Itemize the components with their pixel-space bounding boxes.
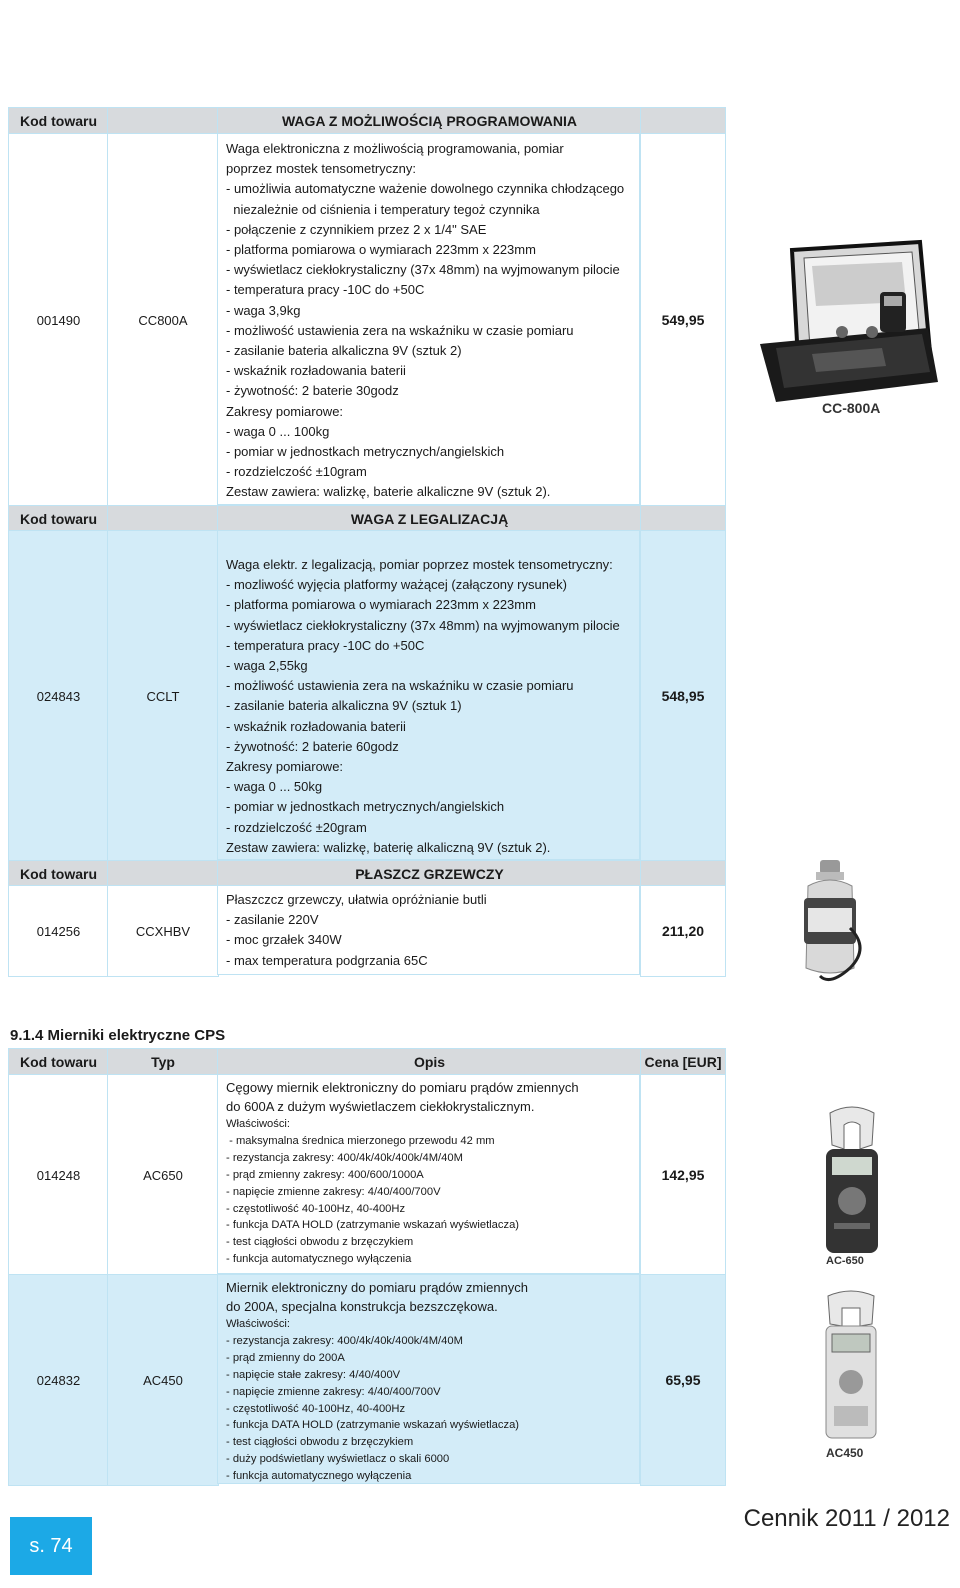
- description-line: Zestaw zawiera: walizkę, baterie alkaliczne 9V (sztuk 2).: [226, 484, 551, 500]
- table-header-type: Typ: [107, 1048, 219, 1076]
- item-price: 549,95: [640, 133, 726, 507]
- description-line: - funkcja automatycznego wyłączenia: [226, 1253, 412, 1266]
- description-line: - napięcie zmienne zakresy: 4/40/400/700V: [226, 1385, 441, 1398]
- item-type: CCXHBV: [107, 885, 219, 977]
- description-line: Waga elektr. z legalizacją, pomiar poprzez mostek tensometryczny:: [226, 557, 613, 572]
- description-line: - test ciągłości obwodu z brzęczykiem: [226, 1236, 414, 1249]
- description-line: Zakresy pomiarowe:: [226, 759, 344, 775]
- section2-header-end: [640, 505, 726, 532]
- description-lead-line: Miernik elektroniczny do pomiaru prądów zmiennych: [226, 1280, 529, 1295]
- description-line: - rezystancja zakresy: 400/4k/40k/400k/4M/40M: [226, 1151, 463, 1164]
- description-line: - częstotliwość 40-100Hz, 40-400Hz: [226, 1202, 406, 1215]
- section3-header-title: PŁASZCZ GRZEWCZY: [217, 860, 642, 887]
- description-line: - wskaźnik rozładowania baterii: [226, 718, 406, 734]
- description-line: - waga 2,55kg: [226, 658, 308, 674]
- product-image-cc800a: [752, 232, 942, 422]
- description-line: - waga 0 ... 100kg: [226, 423, 330, 439]
- description-line: - temperatura pracy -10C do +50C: [226, 637, 425, 653]
- description-line: - połączenie z czynnikiem przez 2 x 1/4" SAE: [226, 221, 487, 237]
- description-line: - rozdzielczość ±10gram: [226, 464, 367, 480]
- item-price: 548,95: [640, 530, 726, 862]
- description-line: - możliwość ustawienia zera na wskaźniku w czasie pomiaru: [226, 322, 574, 338]
- section3-header-end: [640, 860, 726, 887]
- description-line: - prąd zmienny zakresy: 400/600/1000A: [226, 1168, 424, 1181]
- description-line: Właściwości:: [226, 1118, 291, 1130]
- description-line: - żywotność: 2 baterie 30godz: [226, 383, 399, 399]
- description-line: - funkcja DATA HOLD (zatrzymanie wskazań wyświetlacza): [226, 1219, 520, 1232]
- description-line: - duży podświetlany wyświetlacz o skali 6000: [226, 1453, 450, 1466]
- catalog-title: Cennik 2011 / 2012: [743, 1505, 950, 1532]
- description-line: - moc grzałek 340W: [226, 932, 342, 948]
- item-price: 65,95: [640, 1274, 726, 1486]
- description-line: - test ciągłości obwodu z brzęczykiem: [226, 1436, 414, 1449]
- description-line: - rezystancja zakresy: 400/4k/40k/400k/4M/40M: [226, 1334, 463, 1347]
- item-description: [217, 530, 640, 860]
- description-line: - możliwość ustawienia zera na wskaźniku w czasie pomiaru: [226, 678, 574, 694]
- description-line: - żywotność: 2 baterie 60godz: [226, 738, 399, 754]
- description-lead-line: do 600A z dużym wyświetlaczem ciekłokrystalicznym.: [226, 1098, 535, 1114]
- product-image-label: AC450: [826, 1446, 864, 1460]
- description-lead-line: Cęgowy miernik elektroniczny do pomiaru prądów zmiennych: [226, 1080, 579, 1095]
- product-image-ccxhbv: [790, 858, 872, 988]
- description-line: - pomiar w jednostkach metrycznych/angielskich: [226, 799, 505, 815]
- description-line: - prąd zmienny do 200A: [226, 1351, 345, 1364]
- description-line: Płaszczcz grzewczy, ułatwia opróżnianie butli: [226, 892, 487, 907]
- description-line: - zasilanie bateria alkaliczna 9V (sztuk 2): [226, 343, 462, 359]
- description-line: - mozliwość wyjęcia platformy ważącej (załączony rysunek): [226, 577, 567, 593]
- item-code: 014256: [8, 885, 109, 977]
- description-lead-line: do 200A, specjalna konstrukcja bezszczękowa.: [226, 1298, 498, 1314]
- product-image-ac650: [812, 1105, 892, 1273]
- item-code: 014248: [8, 1074, 109, 1276]
- product-image-ac450: [816, 1290, 886, 1466]
- description-line: - platforma pomiarowa o wymiarach 223mm x 223mm: [226, 242, 536, 258]
- description-line: - zasilanie bateria alkaliczna 9V (sztuk 1): [226, 698, 462, 714]
- item-type: CC800A: [107, 133, 219, 507]
- item-code: 024843: [8, 530, 109, 862]
- item-description: [217, 133, 640, 505]
- description-line: - umożliwia automatyczne ważenie dowolnego czynnika chłodzącego: [226, 181, 625, 197]
- description-line: - napięcie stałe zakresy: 4/40/400V: [226, 1368, 401, 1381]
- item-description: [217, 885, 640, 975]
- description-line: - temperatura pracy -10C do +50C: [226, 282, 425, 298]
- description-line: - wskaźnik rozładowania baterii: [226, 363, 406, 379]
- section1-header-end: [640, 107, 726, 135]
- product-image-label: CC-800A: [822, 400, 881, 416]
- section-title: 9.1.4 Mierniki elektryczne CPS: [10, 1027, 226, 1044]
- description-line: Waga elektroniczna z możliwością programowania, pomiar: [226, 141, 564, 156]
- description-line: poprzez mostek tensometryczny:: [226, 161, 417, 177]
- description-line: - waga 0 ... 50kg: [226, 779, 323, 795]
- item-code: 001490: [8, 133, 109, 507]
- description-line: - funkcja automatycznego wyłączenia: [226, 1470, 412, 1483]
- description-line: - waga 3,9kg: [226, 302, 301, 318]
- section1-header-code: Kod towaru: [8, 107, 109, 135]
- item-price: 211,20: [640, 885, 726, 977]
- description-line: - zasilanie 220V: [226, 912, 319, 928]
- item-description: [217, 1274, 640, 1484]
- description-line: - wyświetlacz ciekłokrystaliczny (37x 48mm) na wyjmowanym pilocie: [226, 617, 620, 633]
- description-line: Właściwości:: [226, 1318, 291, 1330]
- item-description: [217, 1074, 640, 1274]
- description-line: - funkcja DATA HOLD (zatrzymanie wskazań wyświetlacza): [226, 1419, 520, 1432]
- section1-header-title: WAGA Z MOŻLIWOŚCIĄ PROGRAMOWANIA: [217, 107, 642, 135]
- item-type: AC650: [107, 1074, 219, 1276]
- description-line: - częstotliwość 40-100Hz, 40-400Hz: [226, 1402, 406, 1415]
- item-price: 142,95: [640, 1074, 726, 1276]
- section2-header-code: Kod towaru: [8, 505, 109, 532]
- description-line: - maksymalna średnica mierzonego przewodu 42 mm: [226, 1134, 495, 1147]
- product-image-label: AC-650: [826, 1255, 864, 1267]
- item-type: AC450: [107, 1274, 219, 1486]
- description-line: - rozdzielczość ±20gram: [226, 819, 367, 835]
- description-line: Zakresy pomiarowe:: [226, 403, 344, 419]
- item-code: 024832: [8, 1274, 109, 1486]
- description-line: Zestaw zawiera: walizkę, baterię alkaliczną 9V (sztuk 2).: [226, 839, 551, 855]
- table-header-price: Cena [EUR]: [640, 1048, 726, 1076]
- item-type: CCLT: [107, 530, 219, 862]
- description-line: - pomiar w jednostkach metrycznych/angielskich: [226, 444, 505, 460]
- description-line: - napięcie zmienne zakresy: 4/40/400/700V: [226, 1185, 441, 1198]
- description-line: - platforma pomiarowa o wymiarach 223mm x 223mm: [226, 597, 536, 613]
- section2-header-title: WAGA Z LEGALIZACJĄ: [217, 505, 642, 532]
- table-header-code: Kod towaru: [8, 1048, 109, 1076]
- page-number: s. 74: [10, 1517, 92, 1575]
- section2-header-spacer: [107, 505, 219, 532]
- description-line: niezależnie od ciśnienia i temperatury tegoż czynnika: [226, 201, 540, 217]
- section3-header-spacer: [107, 860, 219, 887]
- description-line: - max temperatura podgrzania 65C: [226, 952, 428, 968]
- table-header-desc: Opis: [217, 1048, 642, 1076]
- section3-header-code: Kod towaru: [8, 860, 109, 887]
- description-line: - wyświetlacz ciekłokrystaliczny (37x 48mm) na wyjmowanym pilocie: [226, 262, 620, 278]
- section1-header-spacer: [107, 107, 219, 135]
